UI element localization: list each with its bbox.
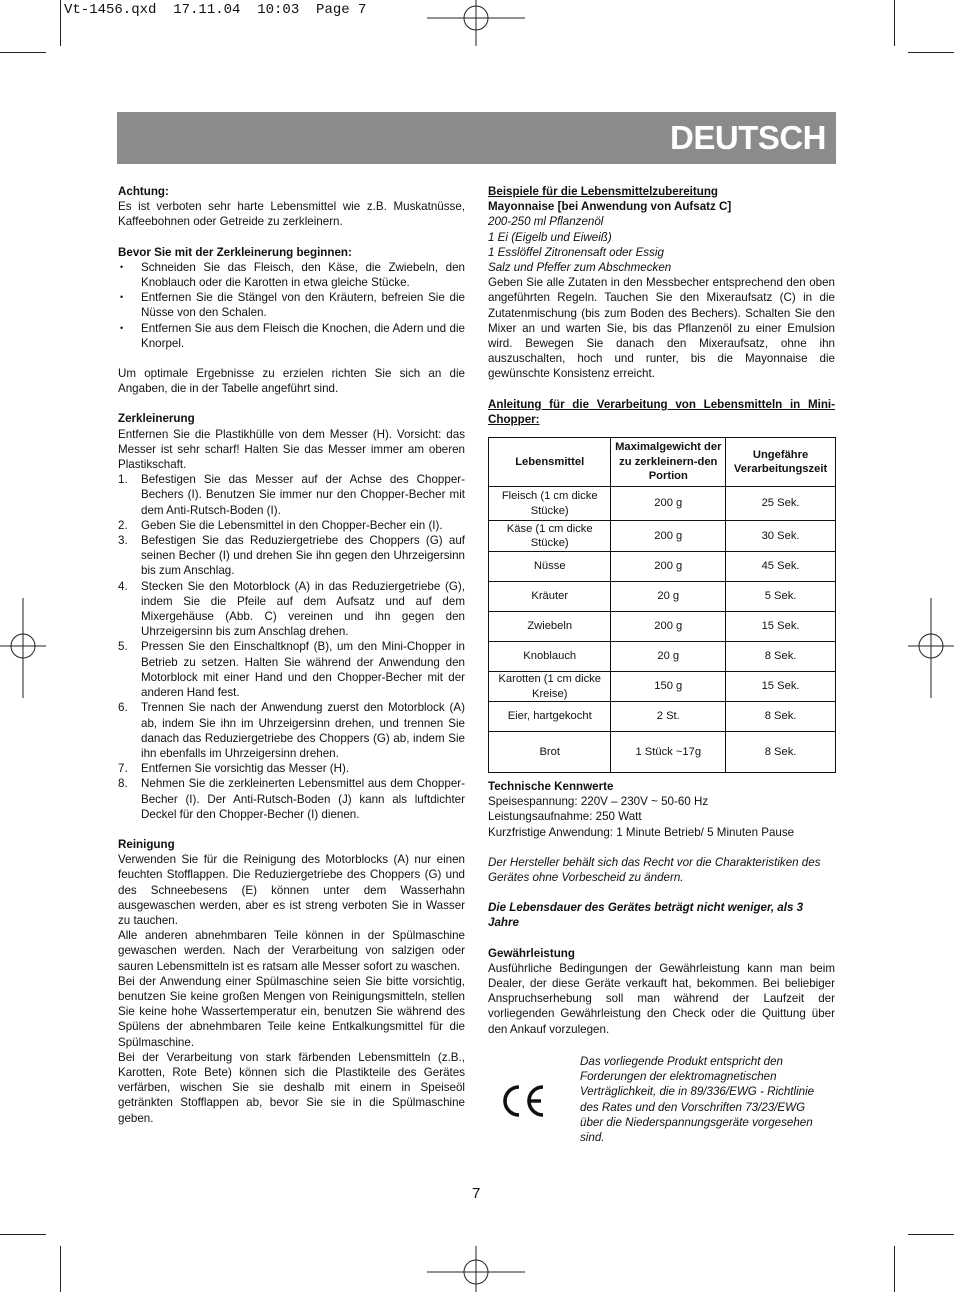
step-text: Geben Sie die Lebensmittel in den Chopper-Becher ein (I).: [141, 518, 443, 532]
ce-mark-icon: [500, 1083, 546, 1119]
step-text: Befestigen Sie das Reduziergetriebe des Choppers (G) auf seinen Becher (I) und drehen Sie ihn gegen den Uhrzeigersinn bis zum Anschlag.: [141, 534, 465, 578]
list-item: [118, 472, 465, 518]
table-row: [489, 612, 836, 642]
ingredient-line: Salz und Pfeffer zum Abschmecken: [488, 261, 672, 275]
list-item: [118, 518, 465, 533]
lifetime-note: Die Lebensdauer des Gerätes beträgt nicht weniger, als 3 Jahre: [488, 901, 804, 930]
left-column: [118, 184, 465, 1126]
step-number: 6.: [118, 701, 128, 715]
registration-mark-icon: [427, 1246, 525, 1292]
weight-cell: 2 St.: [611, 702, 726, 732]
time-cell: 15 Sek.: [726, 672, 836, 702]
weight-cell: 20 g: [611, 642, 726, 672]
cleaning-paragraph: Verwenden Sie für die Reinigung des Motorblocks (A) nur einen feuchten Stofflappen. Die Reduziergetriebe des Choppers (G) und des Schneebesens (E) können unter dem Wasserhahn ausgewaschen werden, aber es ist streng verboten Sie in Wasser zu tauchen.: [118, 853, 465, 927]
chopping-steps: [118, 472, 465, 822]
food-cell: Käse (1 cm dicke Stücke): [489, 521, 611, 552]
step-text: Befestigen Sie das Messer auf der Achse des Chopper-Bechers (I). Benutzen Sie immer nur den Chopper-Becher mit dem Anti-Rutsch-Boden (I).: [141, 473, 465, 517]
step-text: Stecken Sie den Motorblock (A) in das Reduziergetriebe (G), indem Sie die Pfeile auf dem Aufsatz und auf dem Mixergehäuse (Abb. C) vereinen und ihn gegen den Uhrzeigersinn bis zum Anschlag drehen.: [141, 579, 465, 639]
preparation-list: [118, 260, 465, 351]
weight-cell: 200 g: [611, 552, 726, 582]
cleaning-paragraph: Bei der Verarbeitung von stark färbenden Lebensmitteln (z.B., Karotten, Rote Bete) können sich die Plastikteile des Gerätes verfärben, wischen Sie sie deshalb mit einem in Speiseöl getränkten Stofflappen ab, bevor Sie sie in die Spülmaschine geben.: [118, 1050, 465, 1125]
mayonnaise-heading: Mayonnaise [bei Anwendung von Aufsatz C]: [488, 200, 732, 214]
table-header-row: [489, 438, 836, 487]
attention-text: Es ist verboten sehr harte Lebensmittel wie z.B. Muskatnüsse, Kaffeebohnen oder Getreide zu zerkleinern.: [118, 200, 465, 229]
mayonnaise-text: Geben Sie alle Zutaten in den Messbecher entsprechend den oben angeführten Regeln. Tauchen Sie den Mixeraufsatz (C) in die Zutatenmischung (bis zum Boden des Bechers). Schalten Sie den Mixer an und warten Sie, bis das Pflanzenöl zu einer Emulsion wird. Bewegen Sie danach den Mixeraufsatz, ohne ihn auszuschalten, hoch und runter, bis die Mayonnaise die gewünschte Konsistenz erreicht.: [488, 276, 835, 381]
mini-chopper-heading: Anleitung für die Verarbeitung von Lebensmitteln in Mini-Chopper:: [488, 397, 835, 426]
list-item: • Entfernen Sie aus dem Fleisch die Knochen, die Adern und die Knorpel.: [118, 321, 465, 351]
print-header: Vt-1456.qxd 17.11.04 10:03 Page 7: [64, 2, 367, 18]
column-header: Lebensmittel: [489, 438, 611, 487]
processing-table: [488, 437, 836, 773]
food-cell: Knoblauch: [489, 642, 611, 672]
ingredient-line: 1 Ei (Eigelb und Eiweiß): [488, 230, 612, 244]
step-text: Trennen Sie nach der Anwendung zuerst den Motorblock (A) ab, indem Sie ihn im Uhrzeigersinn drehen, und trennen Sie danach das Reduziergetriebe des Choppers (G) ab, indem Sie ihn ebenfalls im Uhrzeigersinn drehen.: [141, 701, 465, 760]
ce-compliance-text: Das vorliegende Produkt entspricht den Forderungen der elektromagnetischen Verträglichkeit, die in 89/336/EWG - Richtlinie des Rates und den Vorschriften 73/23/EWG über die Niederspannungsgeräte vorgesehen sind.: [580, 1055, 815, 1145]
manufacturer-note: Der Hersteller behält sich das Recht vor die Charakteristiken des Gerätes ohne Vorbescheid zu ändern.: [488, 855, 821, 885]
list-item: • Schneiden Sie das Fleisch, den Käse, die Zwiebeln, den Knoblauch oder die Karotten in etwa gleiche Stücke.: [118, 260, 465, 290]
food-cell: Kräuter: [489, 582, 611, 612]
table-row: [489, 582, 836, 612]
food-cell: Fleisch (1 cm dicke Stücke): [489, 487, 611, 521]
tech-line: Leistungsaufnahme: 250 Watt: [488, 810, 642, 824]
time-cell: 5 Sek.: [726, 582, 836, 612]
weight-cell: 150 g: [611, 672, 726, 702]
examples-heading: Beispiele für die Lebensmittelzubereitung: [488, 185, 718, 198]
table-row: [489, 672, 836, 702]
list-item: [118, 700, 465, 761]
tech-line: Kurzfristige Anwendung: 1 Minute Betrieb/ 5 Minuten Pause: [488, 825, 795, 839]
step-number: 4.: [118, 579, 128, 593]
page-number: 7: [472, 1185, 481, 1202]
time-cell: 8 Sek.: [726, 732, 836, 773]
warranty-heading: Gewährleistung: [488, 946, 575, 960]
step-text: Pressen Sie den Einschaltknopf (B), um den Mini-Chopper in Betrieb zu setzen. Halten Sie während der Anwendung den Motorblock mit einer Hand und den Chopper-Becher mit der anderen Hand fest.: [141, 640, 465, 700]
list-item: [118, 533, 465, 579]
ingredient-line: 200-250 ml Pflanzenöl: [488, 215, 604, 229]
step-number: 1.: [118, 473, 128, 487]
warranty-text: Ausführliche Bedingungen der Gewährleistung kann man beim Dealer, der diese Geräte verkauft hat, bekommen. Bei beliebiger Anspruchserhebung soll man während der Laufzeit der vorliegenden Gewährleistung den Check oder die Quittung über den Ankauf vorzulegen.: [488, 961, 835, 1036]
step-text: Nehmen Sie die zerkleinerten Lebensmittel aus dem Chopper-Becher (I). Der Anti-Rutsch-Boden (J) kann als luftdichter Deckel für den Chopper-Becher (I) dienen.: [141, 777, 465, 821]
cleaning-heading: Reinigung: [118, 837, 175, 851]
table-row: [489, 552, 836, 582]
food-cell: Karotten (1 cm dicke Kreise): [489, 672, 611, 702]
chopping-heading: Zerkleinerung: [118, 412, 195, 426]
step-number: 3.: [118, 534, 128, 548]
step-number: 8.: [118, 777, 128, 791]
list-item: [118, 776, 465, 822]
table-row: [489, 487, 836, 521]
table-row: [489, 521, 836, 552]
optimal-results-text: Um optimale Ergebnisse zu erzielen richten Sie sich an die Angaben, die in der Tabelle angeführt sind.: [118, 367, 465, 396]
weight-cell: 200 g: [611, 487, 726, 521]
ingredient-line: 1 Esslöffel Zitronensaft oder Essig: [488, 245, 664, 259]
attention-heading: Achtung:: [118, 185, 169, 198]
list-item: [118, 639, 465, 700]
weight-cell: 20 g: [611, 582, 726, 612]
step-number: 7.: [118, 762, 128, 776]
food-cell: Zwiebeln: [489, 612, 611, 642]
tech-line: Speisespannung: 220V – 230V ~ 50-60 Hz: [488, 795, 709, 809]
food-cell: Nüsse: [489, 552, 611, 582]
language-title: DEUTSCH: [669, 119, 826, 156]
right-column: [488, 184, 835, 1037]
time-cell: 45 Sek.: [726, 552, 836, 582]
time-cell: 8 Sek.: [726, 642, 836, 672]
list-item: [118, 761, 465, 776]
column-header: Ungefähre Verarbeitungszeit: [726, 438, 836, 487]
weight-cell: 1 Stück ~17g: [611, 732, 726, 773]
time-cell: 30 Sek.: [726, 521, 836, 552]
before-heading: Bevor Sie mit der Zerkleinerung beginnen:: [118, 245, 352, 259]
registration-mark-icon: [0, 598, 46, 698]
list-item: [118, 579, 465, 640]
cleaning-paragraph: Alle anderen abnehmbaren Teile können in der Spülmaschine gewaschen werden. Nach der Verarbeitung von salzigen oder sauren Lebensmitteln ist es ratsam alle Messer sofort zu waschen.: [118, 929, 465, 973]
time-cell: 15 Sek.: [726, 612, 836, 642]
registration-mark-icon: [908, 598, 954, 698]
weight-cell: 200 g: [611, 612, 726, 642]
time-cell: 8 Sek.: [726, 702, 836, 732]
list-item: • Entfernen Sie die Stängel von den Kräutern, befreien Sie die Nüsse von den Schalen.: [118, 290, 465, 320]
step-number: 2.: [118, 518, 128, 532]
table-row: [489, 702, 836, 732]
table-row: [489, 642, 836, 672]
cleaning-paragraph: Bei der Anwendung einer Spülmaschine seien Sie bitte vorsichtig, benutzen Sie keine großen Mengen von Reinigungsmitteln, stellen Sie keine hohe Wassertemperatur ein, benutzen Sie während des Spülens der abnehmbaren Teile keine Entkalkungsmittel für die Spülmaschine.: [118, 974, 465, 1049]
step-number: 5.: [118, 640, 128, 654]
weight-cell: 200 g: [611, 521, 726, 552]
registration-mark-icon: [427, 0, 525, 46]
food-cell: Eier, hartgekocht: [489, 702, 611, 732]
language-banner: [117, 112, 836, 164]
column-header: Maximalgewicht der zu zerkleinern-den Portion: [611, 438, 726, 487]
tech-heading: Technische Kennwerte: [488, 780, 614, 794]
time-cell: 25 Sek.: [726, 487, 836, 521]
food-cell: Brot: [489, 732, 611, 773]
step-text: Entfernen Sie vorsichtig das Messer (H).: [141, 762, 350, 776]
chopping-intro: Entfernen Sie die Plastikhülle von dem Messer (H). Vorsicht: das Messer ist sehr scharf! Halten Sie das Messer immer am oberen Plastikschaft.: [118, 427, 465, 472]
table-row: [489, 732, 836, 773]
